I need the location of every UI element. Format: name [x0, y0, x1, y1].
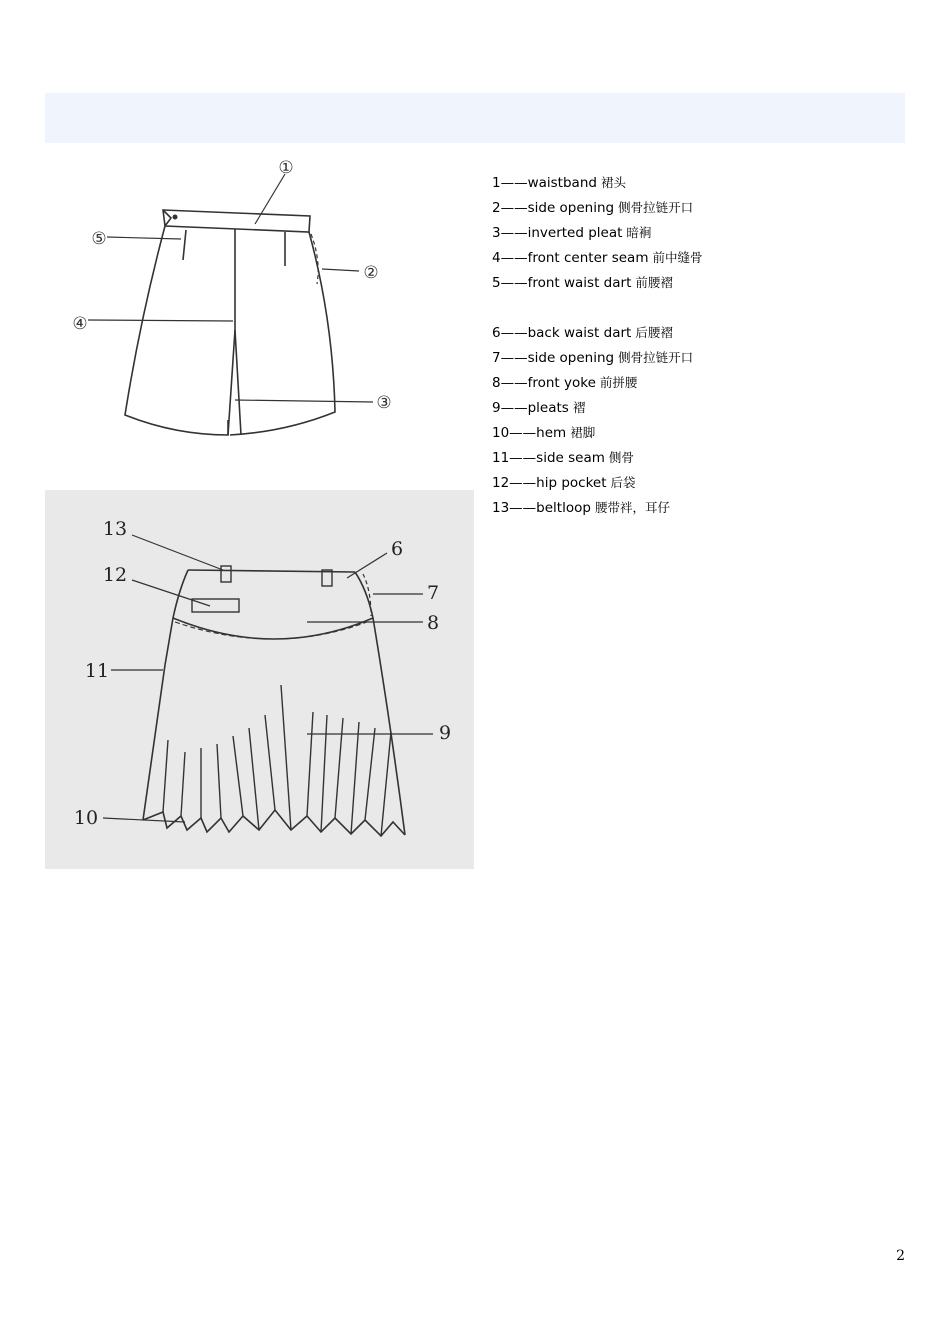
- pleat-line: [335, 718, 343, 818]
- legend-item: [492, 195, 912, 220]
- waistband-button: [173, 215, 178, 220]
- pleat-line: [181, 752, 185, 816]
- legend-zh: 侧骨: [608, 450, 634, 465]
- legend-zh: 前腰褶: [635, 275, 673, 290]
- legend-term: 11——side seam: [492, 450, 605, 466]
- yoke-seam: [173, 618, 373, 639]
- legend-term: 5——front waist dart: [492, 275, 632, 291]
- callout-8: 8: [426, 612, 440, 634]
- pleat-line: [233, 736, 243, 816]
- skirt-left-panel: [125, 226, 228, 435]
- callout-6: 6: [390, 538, 404, 560]
- legend-item: [492, 170, 912, 195]
- legend-item: [492, 495, 912, 520]
- leader-12: [132, 580, 210, 606]
- pleat-right-line: [235, 330, 241, 435]
- beltloop-left: [221, 566, 231, 582]
- legend-zh: 裙头: [600, 175, 626, 190]
- callout-13: 13: [102, 518, 128, 540]
- legend-zh: 腰带袢，耳仔: [594, 500, 670, 515]
- leader-2: [322, 269, 359, 271]
- callout-11: 11: [84, 660, 110, 682]
- legend-term: 4——front center seam: [492, 250, 649, 266]
- side-seam-upper-left: [165, 618, 173, 665]
- legend-term: 12——hip pocket: [492, 475, 607, 491]
- pleated-skirt-drawing: [45, 490, 474, 869]
- legend-item: [492, 320, 912, 345]
- waistband-shape: [163, 210, 310, 232]
- leader-6: [347, 553, 387, 578]
- front-waist-dart-left: [183, 230, 186, 260]
- callout-4: ④: [72, 314, 88, 334]
- pleat-line: [381, 732, 391, 836]
- legend-zh: 侧骨拉链开口: [618, 200, 694, 215]
- pleat-line: [163, 740, 168, 812]
- leader-3: [235, 400, 373, 402]
- hip-pocket-shape: [192, 599, 239, 612]
- legend-item: [492, 370, 912, 395]
- pleat-line: [265, 715, 275, 810]
- skirt-front-diagram: [45, 150, 475, 460]
- legend-zh: 后袋: [610, 475, 636, 490]
- legend-term: 6——back waist dart: [492, 325, 632, 341]
- legend-item: [492, 345, 912, 370]
- pleat-line: [307, 712, 313, 816]
- leader-1: [255, 174, 285, 224]
- legend-term: 1——waistband: [492, 175, 597, 191]
- legend-zh: 后腰褶: [635, 325, 673, 340]
- pleated-skirt-diagram: [45, 490, 474, 869]
- side-seam-left: [143, 665, 165, 820]
- callout-12: 12: [102, 564, 128, 586]
- pleat-line: [351, 722, 359, 834]
- legend-zh: 前拼腰: [599, 375, 638, 390]
- pleat-line: [321, 715, 327, 832]
- legend-item: [492, 470, 912, 495]
- pleat-line: [365, 728, 375, 820]
- callout-5: ⑤: [91, 229, 107, 249]
- leader-13: [132, 535, 223, 570]
- legend-term: 3——inverted pleat: [492, 225, 623, 241]
- legend-term: 8——front yoke: [492, 375, 596, 391]
- legend-item: [492, 245, 912, 270]
- legend-item: [492, 270, 912, 295]
- leader-4: [88, 320, 233, 321]
- pleat-left-line: [228, 330, 235, 435]
- legend-item: [492, 395, 912, 420]
- skirt-right-panel: [230, 232, 335, 435]
- legend-zh: 暗裥: [626, 225, 652, 240]
- legend-spacer: [492, 295, 912, 320]
- page-number: 2: [896, 1248, 905, 1264]
- legend-item: [492, 420, 912, 445]
- side-seam-right: [373, 618, 405, 835]
- header-band: [45, 93, 905, 143]
- yoke-right-edge: [355, 572, 373, 618]
- legend-item: [492, 445, 912, 470]
- legend-zh: 褶: [572, 400, 586, 415]
- callout-10: 10: [73, 807, 99, 829]
- callout-3: ③: [376, 393, 392, 413]
- legend-zh: 前中缝骨: [652, 250, 703, 265]
- legend-zh: 侧骨拉链开口: [618, 350, 694, 365]
- callout-7: 7: [426, 582, 440, 604]
- legend-term: 9——pleats: [492, 400, 569, 416]
- part-legend: [492, 170, 912, 520]
- legend-term: 10——hem: [492, 425, 567, 441]
- pleat-line: [281, 685, 291, 830]
- callout-2: ②: [363, 263, 379, 283]
- leader-5: [107, 237, 181, 239]
- legend-zh: 裙脚: [570, 425, 596, 440]
- callout-1: ①: [278, 158, 294, 178]
- pleat-line: [217, 744, 221, 818]
- legend-item: [492, 220, 912, 245]
- pleat-line: [249, 728, 259, 830]
- callout-9: 9: [438, 722, 452, 744]
- legend-term: 2——side opening: [492, 200, 615, 216]
- legend-term: 13——beltloop: [492, 500, 591, 516]
- skirt-front-drawing: [45, 150, 475, 460]
- legend-term: 7——side opening: [492, 350, 615, 366]
